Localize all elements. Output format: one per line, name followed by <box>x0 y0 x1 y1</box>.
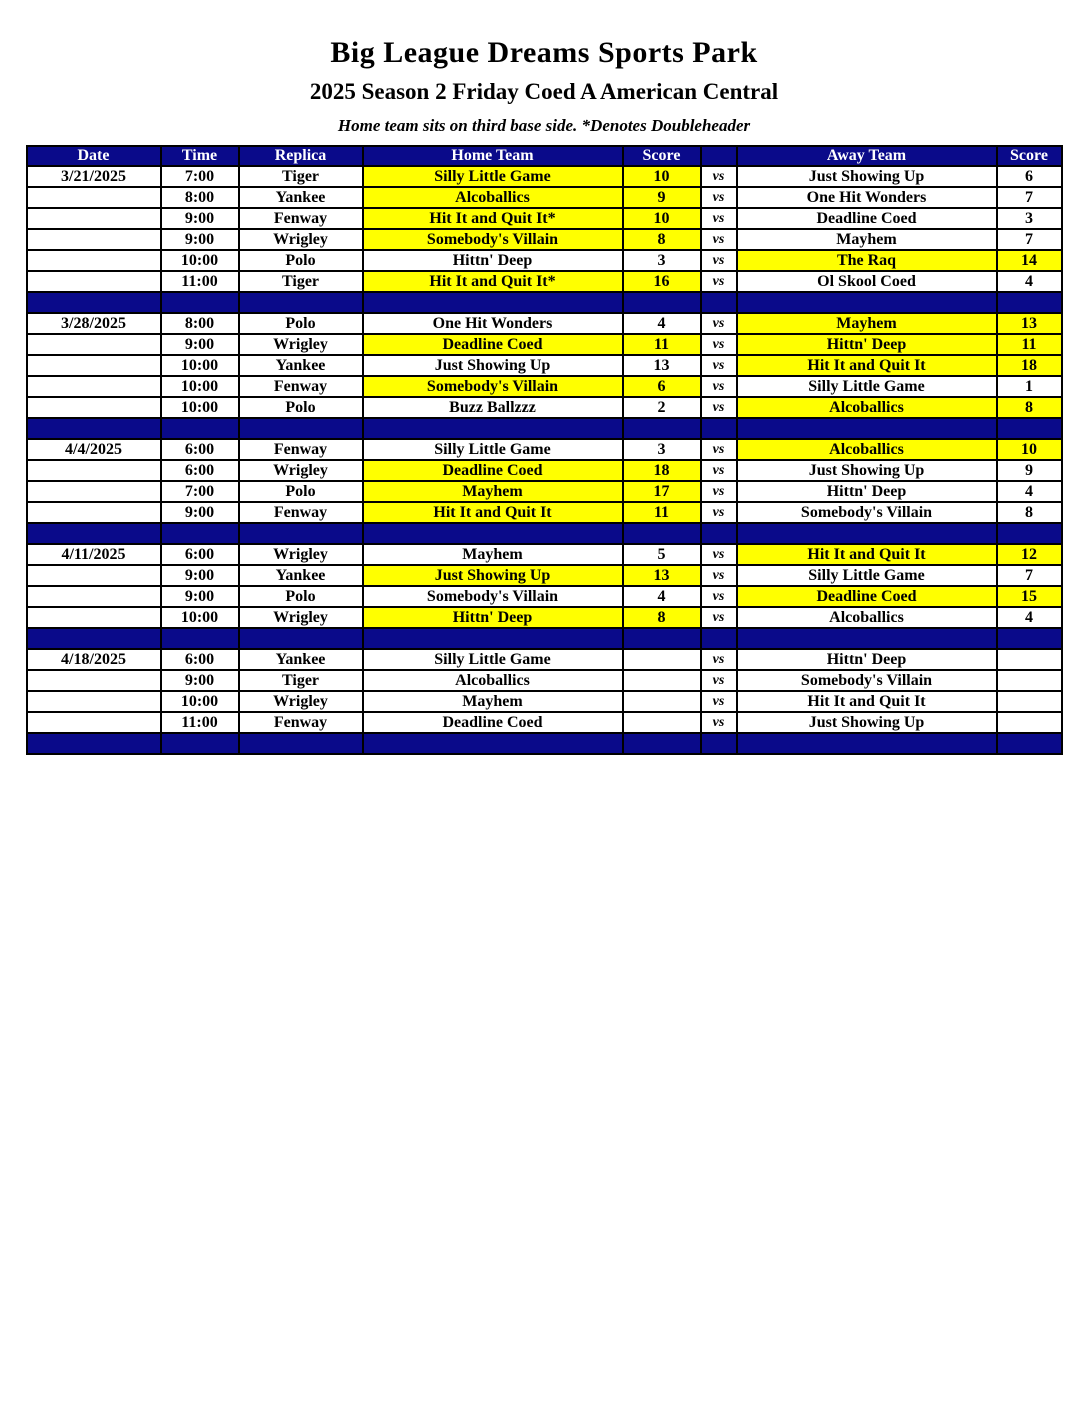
home-team-cell: Deadline Coed <box>363 712 623 733</box>
away-team-cell: Hittn' Deep <box>737 481 997 502</box>
separator-cell <box>363 523 623 544</box>
away-team-cell: Ol Skool Coed <box>737 271 997 292</box>
vs-cell: vs <box>701 166 737 187</box>
separator-cell <box>701 418 737 439</box>
vs-cell: vs <box>701 691 737 712</box>
separator-cell <box>239 628 363 649</box>
vs-cell: vs <box>701 565 737 586</box>
time-cell: 9:00 <box>161 565 239 586</box>
home-score-cell: 17 <box>623 481 701 502</box>
away-team-cell: One Hit Wonders <box>737 187 997 208</box>
game-row <box>27 187 1062 208</box>
date-cell <box>27 670 161 691</box>
home-score-cell: 10 <box>623 208 701 229</box>
time-cell: 9:00 <box>161 502 239 523</box>
game-row <box>27 586 1062 607</box>
separator-cell <box>997 733 1062 754</box>
vs-cell: vs <box>701 208 737 229</box>
vs-cell: vs <box>701 502 737 523</box>
replica-cell: Polo <box>239 250 363 271</box>
home-score-cell: 8 <box>623 229 701 250</box>
replica-cell: Yankee <box>239 187 363 208</box>
time-cell: 10:00 <box>161 397 239 418</box>
time-cell: 10:00 <box>161 607 239 628</box>
time-cell: 8:00 <box>161 313 239 334</box>
replica-cell: Wrigley <box>239 691 363 712</box>
replica-cell: Tiger <box>239 271 363 292</box>
home-score-cell: 13 <box>623 565 701 586</box>
replica-cell: Yankee <box>239 649 363 670</box>
away-score-cell: 12 <box>997 544 1062 565</box>
away-score-cell: 6 <box>997 166 1062 187</box>
away-score-cell: 18 <box>997 355 1062 376</box>
away-score-cell: 10 <box>997 439 1062 460</box>
game-row <box>27 481 1062 502</box>
time-cell: 10:00 <box>161 691 239 712</box>
separator-row <box>27 292 1062 313</box>
time-cell: 9:00 <box>161 208 239 229</box>
home-score-cell: 3 <box>623 250 701 271</box>
vs-cell: vs <box>701 271 737 292</box>
home-team-cell: Deadline Coed <box>363 334 623 355</box>
game-row <box>27 250 1062 271</box>
home-score-cell <box>623 670 701 691</box>
away-team-cell: Just Showing Up <box>737 460 997 481</box>
home-team-cell: Somebody's Villain <box>363 229 623 250</box>
home-team-cell: Mayhem <box>363 544 623 565</box>
replica-cell: Polo <box>239 481 363 502</box>
time-cell: 11:00 <box>161 712 239 733</box>
schedule-body <box>27 166 1062 754</box>
replica-cell: Wrigley <box>239 460 363 481</box>
separator-cell <box>701 292 737 313</box>
away-score-cell: 4 <box>997 481 1062 502</box>
game-row <box>27 502 1062 523</box>
replica-cell: Polo <box>239 313 363 334</box>
time-cell: 9:00 <box>161 334 239 355</box>
replica-cell: Fenway <box>239 502 363 523</box>
vs-cell: vs <box>701 376 737 397</box>
away-score-cell: 1 <box>997 376 1062 397</box>
game-row <box>27 271 1062 292</box>
separator-cell <box>737 292 997 313</box>
replica-cell: Polo <box>239 586 363 607</box>
vs-cell: vs <box>701 544 737 565</box>
page-note: Home team sits on third base side. *Denotes Doubleheader <box>337 116 751 135</box>
separator-cell <box>363 418 623 439</box>
away-score-cell: 7 <box>997 565 1062 586</box>
away-score-cell: 8 <box>997 397 1062 418</box>
separator-cell <box>737 733 997 754</box>
date-cell <box>27 355 161 376</box>
game-row <box>27 166 1062 187</box>
time-cell: 6:00 <box>161 649 239 670</box>
away-score-cell: 13 <box>997 313 1062 334</box>
schedule-table <box>26 145 1063 755</box>
replica-cell: Wrigley <box>239 229 363 250</box>
separator-cell <box>623 418 701 439</box>
time-cell: 6:00 <box>161 460 239 481</box>
home-team-cell: Hit It and Quit It <box>363 502 623 523</box>
separator-cell <box>997 292 1062 313</box>
home-score-cell: 6 <box>623 376 701 397</box>
separator-row <box>27 628 1062 649</box>
separator-cell <box>239 292 363 313</box>
away-team-cell: Alcoballics <box>737 397 997 418</box>
separator-row <box>27 733 1062 754</box>
game-row <box>27 460 1062 481</box>
separator-cell <box>737 418 997 439</box>
away-score-cell: 3 <box>997 208 1062 229</box>
separator-cell <box>701 628 737 649</box>
home-score-cell: 13 <box>623 355 701 376</box>
separator-row <box>27 523 1062 544</box>
time-cell: 6:00 <box>161 439 239 460</box>
away-score-cell <box>997 712 1062 733</box>
table-header-row <box>27 146 1062 166</box>
time-cell: 11:00 <box>161 271 239 292</box>
vs-cell: vs <box>701 187 737 208</box>
game-row <box>27 376 1062 397</box>
date-cell <box>27 691 161 712</box>
away-team-cell: Hit It and Quit It <box>737 355 997 376</box>
home-score-cell: 8 <box>623 607 701 628</box>
vs-cell: vs <box>701 649 737 670</box>
home-score-cell: 18 <box>623 460 701 481</box>
home-team-cell: Mayhem <box>363 481 623 502</box>
separator-cell <box>701 523 737 544</box>
separator-cell <box>239 733 363 754</box>
away-team-cell: Silly Little Game <box>737 565 997 586</box>
separator-cell <box>161 733 239 754</box>
date-cell <box>27 250 161 271</box>
replica-cell: Tiger <box>239 166 363 187</box>
home-team-cell: Silly Little Game <box>363 439 623 460</box>
vs-cell: vs <box>701 481 737 502</box>
home-team-cell: Silly Little Game <box>363 166 623 187</box>
game-row <box>27 712 1062 733</box>
separator-cell <box>363 292 623 313</box>
time-cell: 10:00 <box>161 376 239 397</box>
date-cell <box>27 712 161 733</box>
home-team-cell: Just Showing Up <box>363 565 623 586</box>
replica-cell: Yankee <box>239 355 363 376</box>
home-score-cell: 3 <box>623 439 701 460</box>
time-cell: 9:00 <box>161 670 239 691</box>
away-team-cell: Silly Little Game <box>737 376 997 397</box>
home-team-cell: Buzz Ballzzz <box>363 397 623 418</box>
away-score-cell: 4 <box>997 271 1062 292</box>
away-score-cell <box>997 691 1062 712</box>
time-cell: 6:00 <box>161 544 239 565</box>
date-cell <box>27 586 161 607</box>
away-team-cell: Alcoballics <box>737 439 997 460</box>
home-team-cell: Somebody's Villain <box>363 376 623 397</box>
home-score-cell: 5 <box>623 544 701 565</box>
date-cell <box>27 607 161 628</box>
away-score-cell: 7 <box>997 187 1062 208</box>
header-date: Date <box>27 146 161 166</box>
home-score-cell: 4 <box>623 313 701 334</box>
away-team-cell: Deadline Coed <box>737 208 997 229</box>
date-cell <box>27 397 161 418</box>
replica-cell: Fenway <box>239 712 363 733</box>
home-team-cell: Hittn' Deep <box>363 607 623 628</box>
date-cell <box>27 460 161 481</box>
home-team-cell: Somebody's Villain <box>363 586 623 607</box>
home-score-cell: 9 <box>623 187 701 208</box>
separator-cell <box>997 628 1062 649</box>
vs-cell: vs <box>701 397 737 418</box>
time-cell: 9:00 <box>161 229 239 250</box>
vs-cell: vs <box>701 460 737 481</box>
home-score-cell: 10 <box>623 166 701 187</box>
away-team-cell: Hittn' Deep <box>737 334 997 355</box>
home-team-cell: Hit It and Quit It* <box>363 271 623 292</box>
separator-cell <box>623 733 701 754</box>
away-team-cell: Alcoballics <box>737 607 997 628</box>
time-cell: 7:00 <box>161 481 239 502</box>
home-team-cell: Hit It and Quit It* <box>363 208 623 229</box>
home-team-cell: Mayhem <box>363 691 623 712</box>
separator-cell <box>161 418 239 439</box>
replica-cell: Polo <box>239 397 363 418</box>
separator-cell <box>623 292 701 313</box>
home-team-cell: Hittn' Deep <box>363 250 623 271</box>
date-cell: 3/21/2025 <box>27 166 161 187</box>
separator-cell <box>623 628 701 649</box>
home-team-cell: One Hit Wonders <box>363 313 623 334</box>
date-cell <box>27 208 161 229</box>
away-score-cell: 7 <box>997 229 1062 250</box>
game-row <box>27 607 1062 628</box>
separator-cell <box>997 523 1062 544</box>
replica-cell: Wrigley <box>239 607 363 628</box>
game-row <box>27 670 1062 691</box>
vs-cell: vs <box>701 229 737 250</box>
game-row <box>27 313 1062 334</box>
away-score-cell: 8 <box>997 502 1062 523</box>
home-score-cell <box>623 649 701 670</box>
vs-cell: vs <box>701 439 737 460</box>
time-cell: 9:00 <box>161 586 239 607</box>
separator-cell <box>161 628 239 649</box>
separator-cell <box>239 523 363 544</box>
separator-cell <box>161 292 239 313</box>
date-cell <box>27 271 161 292</box>
separator-cell <box>27 733 161 754</box>
replica-cell: Wrigley <box>239 334 363 355</box>
away-team-cell: Somebody's Villain <box>737 502 997 523</box>
date-cell <box>27 502 161 523</box>
away-team-cell: Somebody's Villain <box>737 670 997 691</box>
header-away-team: Away Team <box>737 146 997 166</box>
away-team-cell: Deadline Coed <box>737 586 997 607</box>
date-cell <box>27 229 161 250</box>
time-cell: 7:00 <box>161 166 239 187</box>
date-cell <box>27 481 161 502</box>
date-cell: 4/18/2025 <box>27 649 161 670</box>
separator-cell <box>701 733 737 754</box>
vs-cell: vs <box>701 670 737 691</box>
game-row <box>27 649 1062 670</box>
page-subtitle: 2025 Season 2 Friday Coed A American Central <box>309 79 779 104</box>
away-score-cell: 9 <box>997 460 1062 481</box>
home-score-cell: 11 <box>623 334 701 355</box>
replica-cell: Fenway <box>239 376 363 397</box>
game-row <box>27 355 1062 376</box>
replica-cell: Fenway <box>239 208 363 229</box>
separator-cell <box>623 523 701 544</box>
header-vs-spacer <box>701 146 737 166</box>
replica-cell: Wrigley <box>239 544 363 565</box>
date-cell: 4/4/2025 <box>27 439 161 460</box>
game-row <box>27 439 1062 460</box>
away-team-cell: Mayhem <box>737 229 997 250</box>
separator-cell <box>161 523 239 544</box>
home-score-cell <box>623 691 701 712</box>
game-row <box>27 334 1062 355</box>
home-score-cell: 4 <box>623 586 701 607</box>
time-cell: 10:00 <box>161 250 239 271</box>
time-cell: 10:00 <box>161 355 239 376</box>
header-home-score: Score <box>623 146 701 166</box>
home-team-cell: Deadline Coed <box>363 460 623 481</box>
game-row <box>27 208 1062 229</box>
away-team-cell: Just Showing Up <box>737 712 997 733</box>
vs-cell: vs <box>701 334 737 355</box>
date-cell <box>27 334 161 355</box>
date-cell: 3/28/2025 <box>27 313 161 334</box>
header-home-team: Home Team <box>363 146 623 166</box>
vs-cell: vs <box>701 712 737 733</box>
away-score-cell: 15 <box>997 586 1062 607</box>
home-score-cell: 16 <box>623 271 701 292</box>
date-cell: 4/11/2025 <box>27 544 161 565</box>
separator-cell <box>363 628 623 649</box>
away-team-cell: Mayhem <box>737 313 997 334</box>
game-row <box>27 544 1062 565</box>
away-score-cell <box>997 649 1062 670</box>
away-score-cell <box>997 670 1062 691</box>
away-score-cell: 14 <box>997 250 1062 271</box>
game-row <box>27 397 1062 418</box>
vs-cell: vs <box>701 607 737 628</box>
home-score-cell: 2 <box>623 397 701 418</box>
date-cell <box>27 187 161 208</box>
game-row <box>27 565 1062 586</box>
home-score-cell: 11 <box>623 502 701 523</box>
vs-cell: vs <box>701 586 737 607</box>
away-score-cell: 4 <box>997 607 1062 628</box>
page-title: Big League Dreams Sports Park <box>330 36 758 69</box>
home-team-cell: Alcoballics <box>363 187 623 208</box>
replica-cell: Tiger <box>239 670 363 691</box>
game-row <box>27 229 1062 250</box>
separator-cell <box>27 628 161 649</box>
separator-cell <box>737 628 997 649</box>
time-cell: 8:00 <box>161 187 239 208</box>
away-team-cell: Hittn' Deep <box>737 649 997 670</box>
header-away-score: Score <box>997 146 1062 166</box>
away-team-cell: Hit It and Quit It <box>737 691 997 712</box>
home-team-cell: Just Showing Up <box>363 355 623 376</box>
separator-cell <box>27 523 161 544</box>
home-team-cell: Silly Little Game <box>363 649 623 670</box>
away-score-cell: 11 <box>997 334 1062 355</box>
separator-cell <box>27 418 161 439</box>
away-team-cell: Just Showing Up <box>737 166 997 187</box>
vs-cell: vs <box>701 250 737 271</box>
vs-cell: vs <box>701 313 737 334</box>
date-cell <box>27 376 161 397</box>
home-team-cell: Alcoballics <box>363 670 623 691</box>
separator-cell <box>363 733 623 754</box>
replica-cell: Fenway <box>239 439 363 460</box>
header-replica: Replica <box>239 146 363 166</box>
header-time: Time <box>161 146 239 166</box>
away-team-cell: The Raq <box>737 250 997 271</box>
vs-cell: vs <box>701 355 737 376</box>
separator-row <box>27 418 1062 439</box>
separator-cell <box>997 418 1062 439</box>
replica-cell: Yankee <box>239 565 363 586</box>
away-team-cell: Hit It and Quit It <box>737 544 997 565</box>
home-score-cell <box>623 712 701 733</box>
game-row <box>27 691 1062 712</box>
date-cell <box>27 565 161 586</box>
separator-cell <box>27 292 161 313</box>
separator-cell <box>737 523 997 544</box>
separator-cell <box>239 418 363 439</box>
